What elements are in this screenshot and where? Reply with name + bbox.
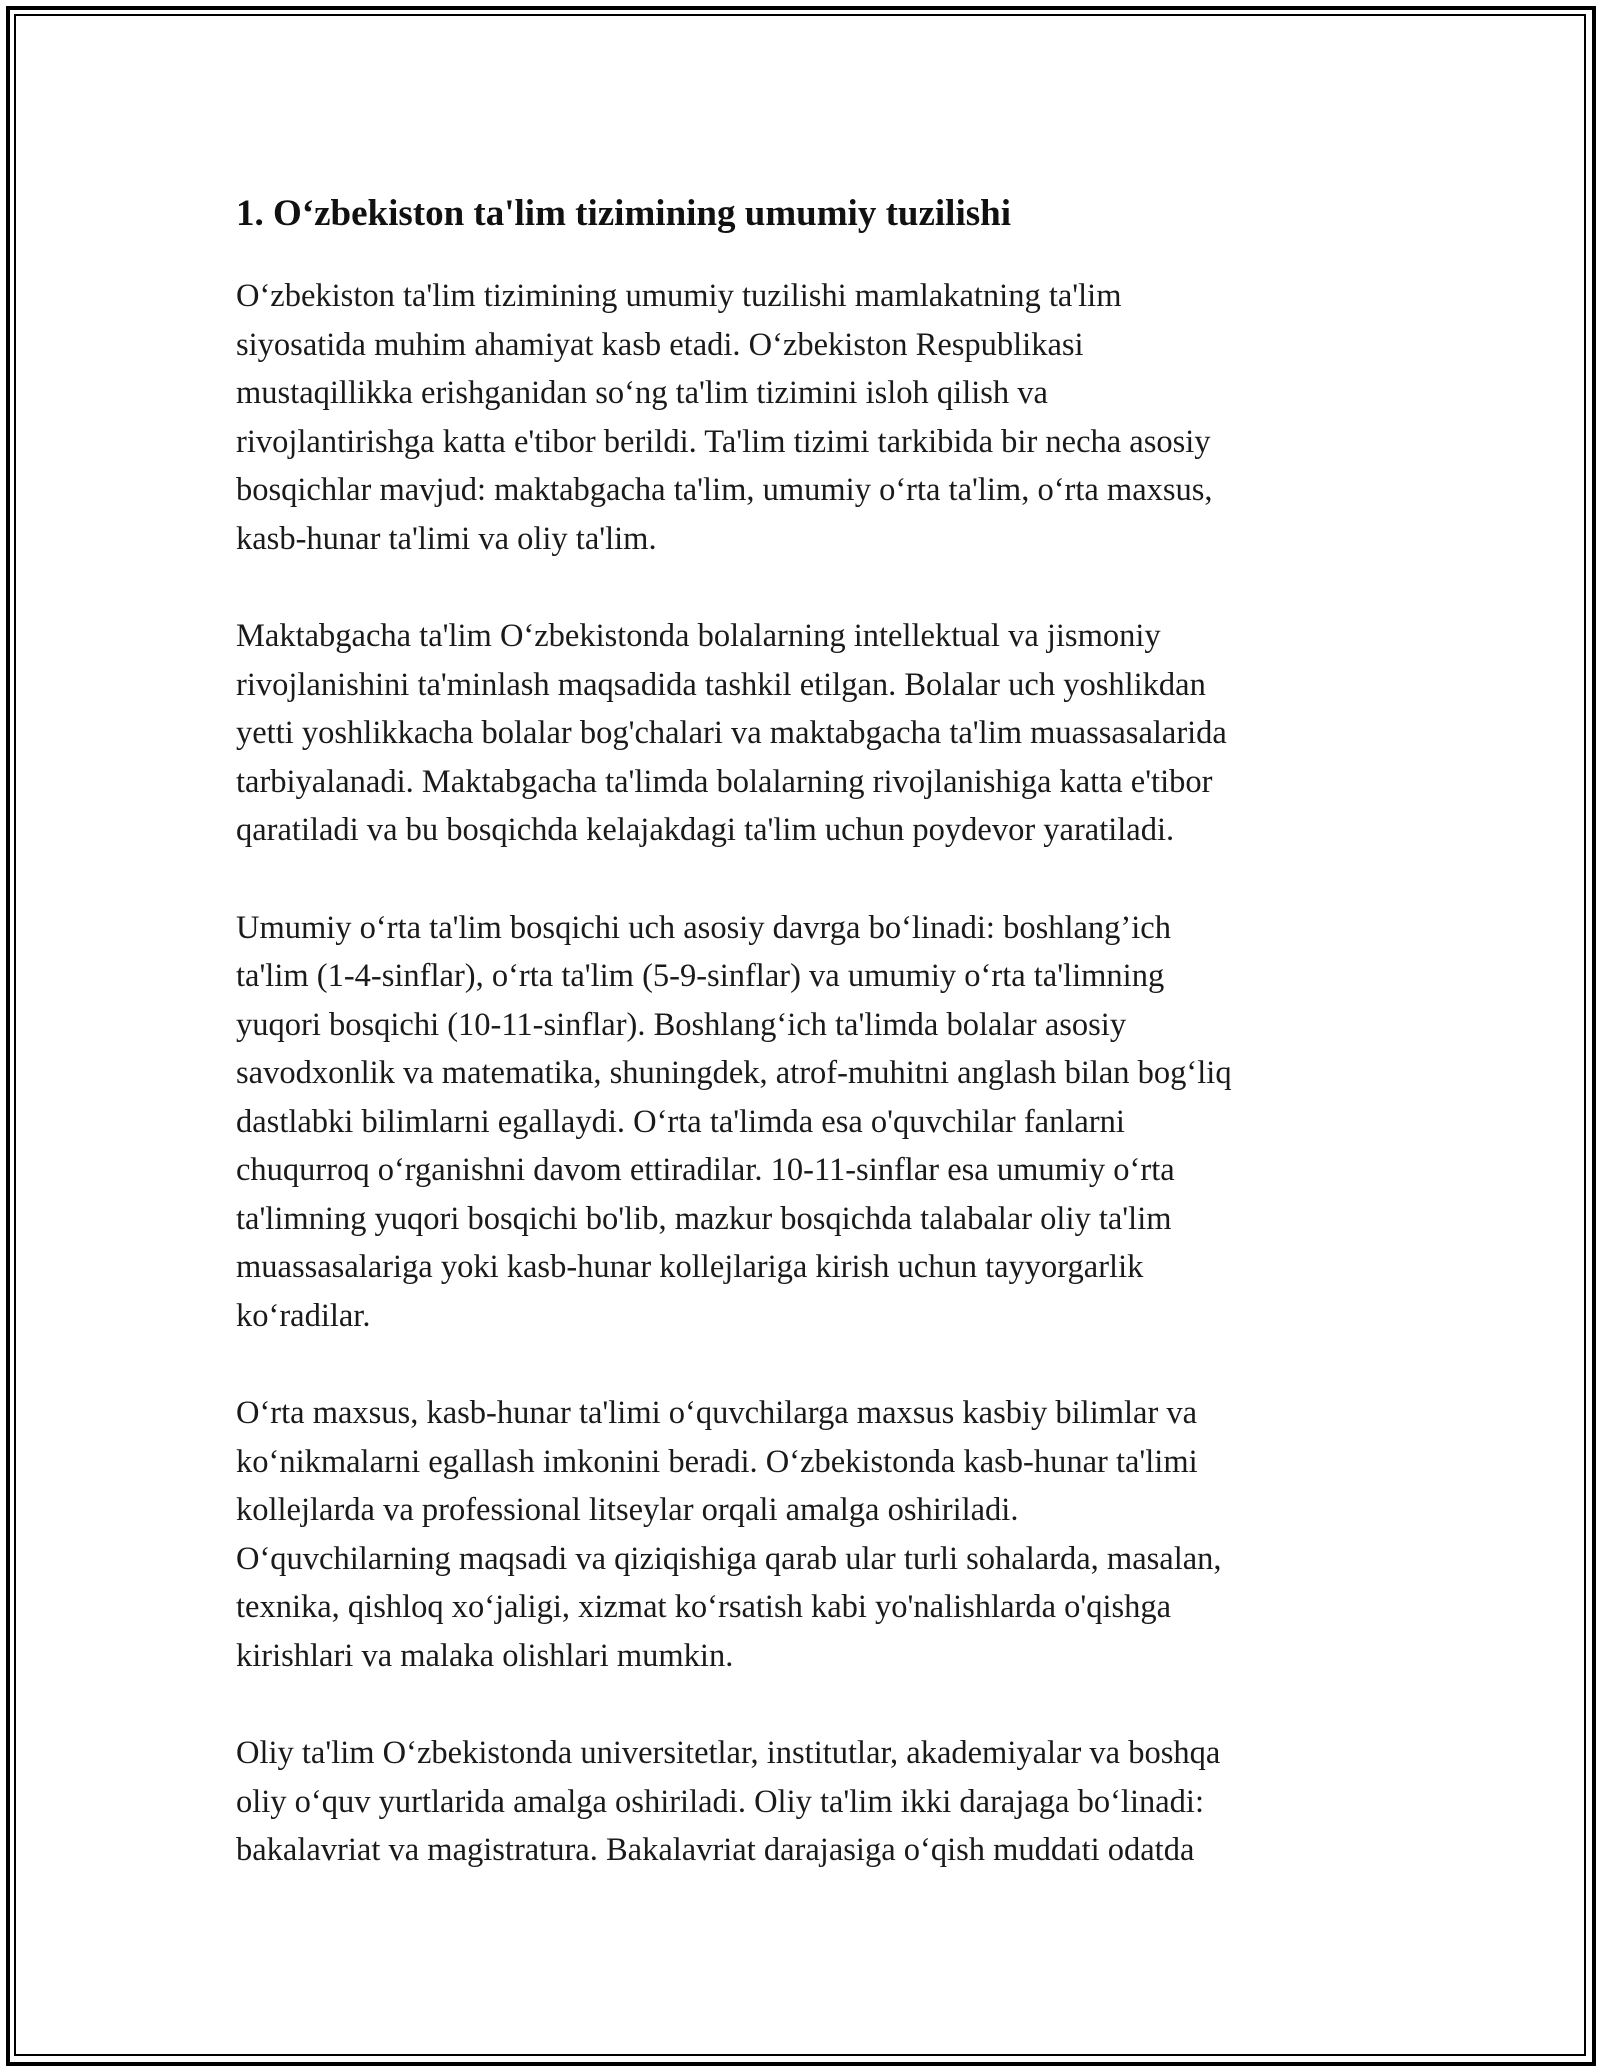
paragraph-vocational: O‘rta maxsus, kasb-hunar ta'limi o‘quvchilarga maxsus kasbiy bilimlar va ko‘nikmalarni egallash imkonini beradi. O‘zbekistonda kasb-hunar ta'limi kollejlarda va professional litseylar orqali amalga oshiriladi. O‘quvchilarning maqsadi va qiziqishiga qarab ular turli sohalarda, masalan, texnika, qishloq xo‘jaligi, xizmat ko‘rsatish kabi yo'nalishlarda o'qishga kirishlari va malaka olishlari mumkin. bbox=[236, 1395, 1222, 1674]
paragraph-secondary: Umumiy o‘rta ta'lim bosqichi uch asosiy davrga bo‘linadi: boshlang’ich ta'lim (1-4-sinflar), o‘rta ta'lim (5-9-sinflar) va umumiy o‘rta ta'limning yuqori bosqichi (10-11-sinflar). Boshlang‘ich ta'limda bolalar asosiy savodxonlik va matematika, shuningdek, atrof-muhitni anglash bilan bog‘liq dastlabki bilimlarni egallaydi. O‘rta ta'limda esa o'quvchilar fanlarni chuqurroq o‘rganishni davom ettiradilar. 10-11-sinflar esa umumiy o‘rta ta'limning yuqori bosqichi bo'lib, mazkur bosqichda talabalar oliy ta'lim muassasalariga yoki kasb-hunar kollejlariga kirish uchun tayyorgarlik ko‘radilar. bbox=[236, 909, 1232, 1334]
paragraph-higher: Oliy ta'lim O‘zbekistonda universitetlar, institutlar, akademiyalar va boshqa oliy o‘quv yurtlarida amalga oshiriladi. Oliy ta'lim ikki darajaga bo‘linadi: bakalavriat va magistratura. Bakalavriat darajasiga o‘qish muddati odatda bbox=[236, 1735, 1221, 1868]
document-body bbox=[236, 186, 1366, 1924]
section-heading: 1. O‘zbekiston ta'lim tizimining umumiy tuzilishi bbox=[236, 193, 1011, 234]
paragraph-preschool: Maktabgacha ta'lim O‘zbekistonda bolalarning intellektual va jismoniy rivojlanishini ta'minlash maqsadida tashkil etilgan. Bolalar uch yoshlikdan yetti yoshlikkacha bolalar bog'chalari va maktabgacha ta'lim muassasalarida tarbiyalanadi. Maktabgacha ta'limda bolalarning rivojlanishiga katta e'tibor qaratiladi va bu bosqichda kelajakdagi ta'lim uchun poydevor yaratiladi. bbox=[236, 618, 1227, 848]
paragraph-intro: O‘zbekiston ta'lim tizimining umumiy tuzilishi mamlakatning ta'lim siyosatida muhim ahamiyat kasb etadi. O‘zbekiston Respublikasi mustaqillikka erishganidan so‘ng ta'lim tizimini isloh qilish va rivojlantirishga katta e'tibor berildi. Ta'lim tizimi tarkibida bir necha asosiy bosqichlar mavjud: maktabgacha ta'lim, umumiy o‘rta ta'lim, o‘rta maxsus, kasb-hunar ta'limi va oliy ta'lim. bbox=[236, 278, 1213, 557]
